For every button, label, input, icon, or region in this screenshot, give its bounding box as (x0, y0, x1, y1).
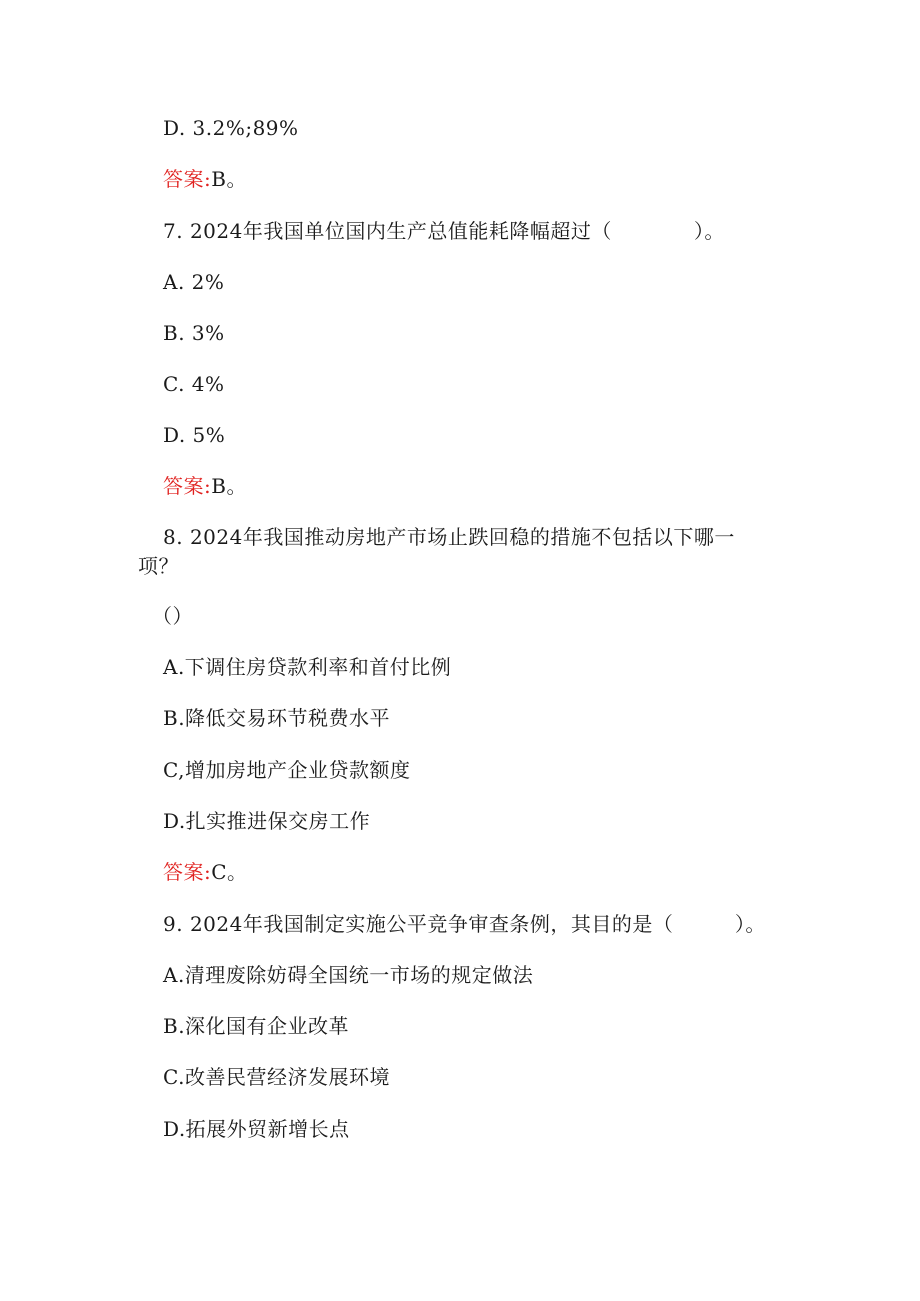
q8-option-a: A.下调住房贷款利率和首付比例 (163, 655, 452, 679)
q8-option-b: B.降低交易环节税费水平 (163, 706, 391, 730)
prev-answer (163, 166, 247, 192)
q7-option-d: D. 5% (163, 423, 226, 447)
q7-stem: 7. 2024年我国单位国内生产总值能耗降幅超过（ ）。 (163, 219, 725, 243)
answer-value: C。 (211, 860, 248, 884)
q8-option-c: C,增加房地产企业贷款额度 (163, 758, 411, 782)
q7-option-a: A. 2% (163, 270, 225, 294)
prev-option-d: D. 3.2%;89% (163, 116, 299, 140)
q8-option-d: D.扎实推进保交房工作 (163, 809, 371, 833)
q9-option-a: A.清理废除妨碍全国统一市场的规定做法 (163, 963, 534, 987)
q8-paren: （） (152, 604, 193, 628)
q8-answer (163, 859, 248, 885)
answer-label: 答案: (163, 860, 212, 884)
q7-option-c: C. 4% (163, 372, 225, 396)
q7-answer (163, 473, 247, 499)
answer-value: B。 (211, 167, 247, 191)
answer-label: 答案: (163, 167, 212, 191)
answer-label: 答案: (163, 474, 212, 498)
q9-option-c: C.改善民营经济发展环境 (163, 1065, 390, 1089)
q7-option-b: B. 3% (163, 321, 225, 345)
q9-option-d: D.拓展外贸新增长点 (163, 1117, 350, 1141)
q9-option-b: B.深化国有企业改革 (163, 1014, 350, 1038)
q8-stem-line2: 项？ (138, 554, 179, 578)
answer-value: B。 (211, 474, 247, 498)
q8-stem-line1: 8. 2024年我国推动房地产市场止跌回稳的措施不包括以下哪一 (163, 525, 735, 549)
q9-stem: 9. 2024年我国制定实施公平竞争审查条例，其目的是（ ）。 (163, 912, 766, 936)
